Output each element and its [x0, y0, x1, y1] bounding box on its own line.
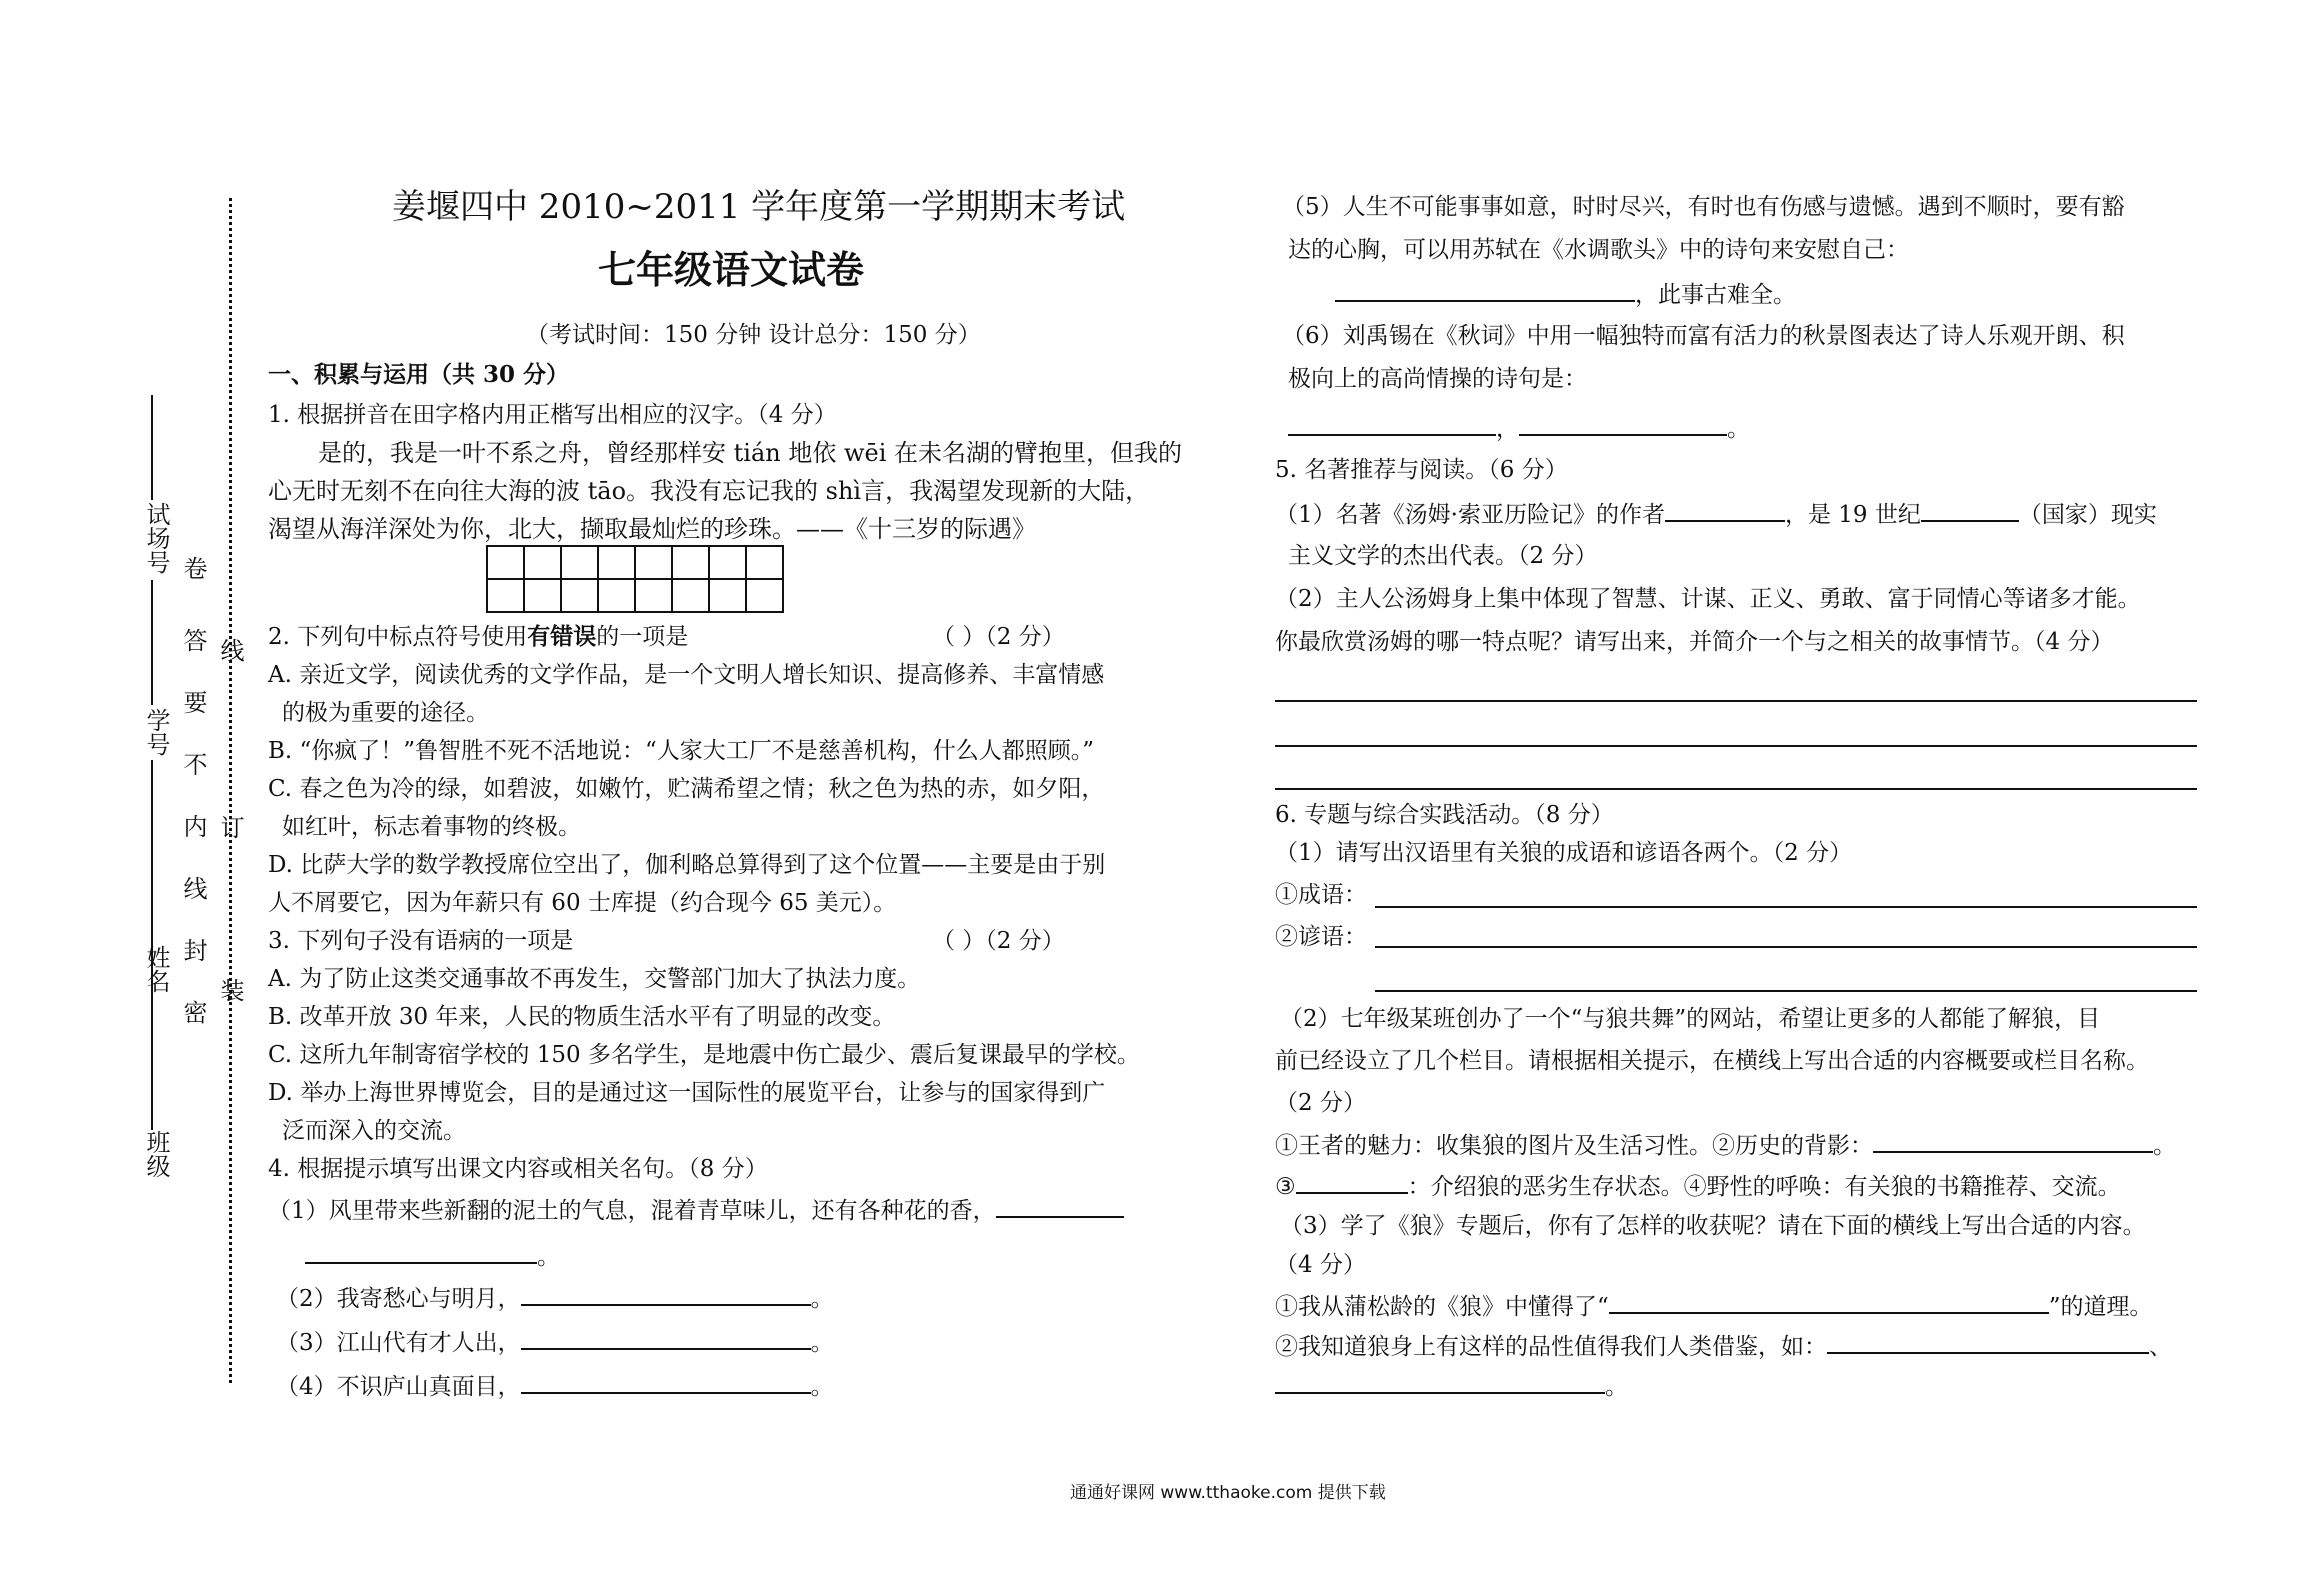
question-1: 1. 根据拼音在田字格内用正楷写出相应的汉字。（4 分） [268, 402, 837, 428]
q6-2-line-3: （2 分） [1275, 1090, 1366, 1116]
binding-name-label: 姓名 [142, 945, 170, 993]
q3-option-d-1: D. 举办上海世界博览会，目的是通过这一国际性的展览平台，让参与的国家得到广 [268, 1080, 1106, 1106]
q2-option-d-2: 人不屑要它，因为年薪只有 60 士库提（约合现今 65 美元）。 [268, 890, 897, 916]
q4-6-blank-b[interactable] [1519, 412, 1727, 436]
q4-1-blank-a[interactable] [996, 1194, 1124, 1218]
q6-2-line-4: ①王者的魅力：收集狼的图片及生活习性。②历史的背影： 。 [1275, 1129, 2176, 1161]
q4-2: （2）我寄愁心与明月， 。 [276, 1282, 834, 1314]
binding-dotted-line [229, 198, 232, 1383]
q5-2-line-1: （2）主人公汤姆身上集中体现了智慧、计谋、正义、勇敢、富于同情心等诸多才能。 [1275, 586, 2141, 612]
q2-option-c-2: 如红叶，标志着事物的终极。 [282, 814, 581, 840]
q6-2-line-2: 前已经设立了几个栏目。请根据相关提示，在横线上写出合适的内容概要或栏目名称。 [1275, 1048, 2149, 1074]
q5-answer-line-2[interactable] [1275, 745, 2197, 747]
seal-char-4: 内 [179, 814, 207, 838]
q4-5-line-1: （5）人生不可能事事如意，时时尽兴，有时也有伤感与遗憾。遇到不顺时，要有豁 [1282, 194, 2125, 220]
exam-info: （考试时间：150 分钟 设计总分：150 分） [526, 322, 981, 348]
question-3: 3. 下列句子没有语病的一项是 [268, 928, 574, 954]
seal-char-2: 封 [179, 938, 207, 962]
q5-1: （1）名著《汤姆·索亚历险记》的作者 ，是 19 世纪 （国家）现实 [1275, 498, 2157, 530]
paper-title: 七年级语文试卷 [598, 247, 865, 292]
q6-3-line-2: （4 分） [1275, 1252, 1366, 1278]
question-4: 4. 根据提示填写出课文内容或相关名句。（8 分） [268, 1156, 768, 1182]
character-grid[interactable] [486, 545, 784, 613]
q4-3: （3）江山代有才人出， 。 [276, 1326, 834, 1358]
binding-seat-blank[interactable] [151, 580, 153, 705]
q4-3-blank[interactable] [521, 1326, 811, 1350]
q4-6-line-2: 极向上的高尚情操的诗句是： [1288, 366, 1587, 392]
q1-passage-line-1: 是的，我是一叶不系之舟，曾经那样安 tián 地依 wēi 在未名湖的臂抱里，但我的 [318, 439, 1183, 467]
q4-6-line-3: ， 。 [1288, 412, 1750, 444]
section-1-heading: 一、积累与运用（共 30 分） [268, 361, 570, 388]
q4-4-blank[interactable] [521, 1370, 811, 1394]
q4-1-cont: 。 [305, 1240, 560, 1272]
binding-room-label: 试场号 [142, 502, 170, 574]
school-title: 姜堰四中 2010~2011 学年度第一学期期末考试 [392, 187, 1126, 227]
q2-option-d-1: D. 比萨大学的数学教授席位空出了，伽利略总算得到了这个位置——主要是由于别 [268, 852, 1106, 878]
q1-passage-line-2: 心无时无刻不在向往大海的波 tāo。我没有忘记我的 shì言，我渴望发现新的大陆， [268, 477, 1150, 505]
q4-4: （4）不识庐山真面目， 。 [276, 1370, 834, 1402]
q5-author-blank[interactable] [1665, 498, 1785, 522]
seal-char-8: 卷 [179, 556, 207, 580]
seal-char-5: 不 [179, 752, 207, 776]
q5-answer-line-1[interactable] [1275, 700, 2197, 702]
q6-2-column-blank[interactable] [1296, 1170, 1408, 1194]
q6-3-trait-blank-b[interactable] [1275, 1370, 1605, 1394]
q2-answer-slot[interactable]: （ ）（2 分） [932, 624, 1065, 650]
seal-char-7: 答 [179, 628, 207, 652]
q6-3-line-3: ①我从蒲松龄的《狼》中懂得了“ ”的道理。 [1275, 1290, 2153, 1322]
q4-1: （1）风里带来些新翻的泥土的气息，混着青草味儿，还有各种花的香， [268, 1194, 1124, 1226]
q4-5-line-3: ，此事古难全。 [1335, 278, 1796, 310]
q6-idiom-label: ①成语： [1275, 882, 1367, 908]
q3-option-b: B. 改革开放 30 年来，人民的物质生活水平有了明显的改变。 [268, 1004, 896, 1030]
binding-char-3: 线 [216, 638, 244, 662]
q4-6-blank-a[interactable] [1288, 412, 1496, 436]
seal-char-6: 要 [179, 690, 207, 714]
question-2: 2. 下列句中标点符号使用有错误的一项是 [268, 623, 689, 650]
q4-1-blank-b[interactable] [305, 1240, 537, 1264]
q2-option-c-1: C. 春之色为冷的绿，如碧波，如嫩竹，贮满希望之情；秋之色为热的赤，如夕阳， [268, 776, 1105, 802]
q6-3-line-1: （3）学了《狼》专题后，你有了怎样的收获呢？请在下面的横线上写出合适的内容。 [1280, 1213, 2146, 1239]
q4-6-line-1: （6）刘禹锡在《秋词》中用一幅独特而富有活力的秋景图表达了诗人乐观开朗、积 [1282, 323, 2125, 349]
binding-room-blank[interactable] [151, 395, 153, 500]
binding-name-blank[interactable] [151, 760, 153, 940]
q5-country-blank[interactable] [1921, 498, 2019, 522]
q5-1-cont: 主义文学的杰出代表。（2 分） [1288, 543, 1598, 569]
seal-char-1: 密 [179, 1000, 207, 1024]
q6-3-line-5: 。 [1275, 1370, 1628, 1402]
q5-2-line-2: 你最欣赏汤姆的哪一特点呢？请写出来，并简介一个与之相关的故事情节。（4 分） [1275, 629, 2114, 655]
q6-3-trait-blank-a[interactable] [1827, 1330, 2149, 1354]
q5-answer-line-3[interactable] [1275, 788, 2197, 790]
question-6: 6. 专题与综合实践活动。（8 分） [1275, 802, 1614, 828]
q6-3-lesson-blank[interactable] [1609, 1290, 2049, 1314]
q6-2-line-5: ③ ：介绍狼的恶劣生存状态。④野性的呼唤：有关狼的书籍推荐、交流。 [1275, 1170, 2121, 1202]
binding-char-2: 订 [216, 815, 244, 839]
q6-proverb-label: ②谚语： [1275, 924, 1367, 950]
binding-class-label: 班级 [142, 1130, 170, 1178]
q4-5-blank[interactable] [1335, 278, 1635, 302]
q4-5-line-2: 达的心胸，可以用苏轼在《水调歌头》中的诗句来安慰自己： [1288, 237, 1909, 263]
q3-option-c: C. 这所九年制寄宿学校的 150 多名学生，是地震中伤亡最少、震后复课最早的学校。 [268, 1042, 1140, 1068]
q3-option-a: A. 为了防止这类交通事故不再发生，交警部门加大了执法力度。 [268, 966, 921, 992]
q3-answer-slot[interactable]: （ ）（2 分） [932, 928, 1065, 954]
q2-option-a-1: A. 亲近文学，阅读优秀的文学作品，是一个文明人增长知识、提高修养、丰富情感 [268, 662, 1105, 688]
q6-2-line-1: （2）七年级某班创办了一个“与狼共舞”的网站，希望让更多的人都能了解狼，目 [1280, 1006, 2101, 1032]
binding-char-1: 装 [216, 978, 244, 1002]
q4-2-blank[interactable] [521, 1282, 811, 1306]
q6-proverb-line-1[interactable] [1375, 946, 2197, 948]
q6-2-history-blank[interactable] [1873, 1129, 2153, 1153]
q1-passage-line-3: 渴望从海洋深处为你，北大，撷取最灿烂的珍珠。——《十三岁的际遇》 [268, 515, 1036, 543]
footer-credit: 通通好课网 www.tthaoke.com 提供下载 [1070, 1483, 1386, 1503]
q2-option-a-2: 的极为重要的途径。 [282, 700, 489, 726]
q6-3-line-4: ②我知道狼身上有这样的品性值得我们人类借鉴，如： 、 [1275, 1330, 2172, 1362]
question-5: 5. 名著推荐与阅读。（6 分） [1275, 457, 1568, 483]
q2-option-b: B. “你疯了！”鲁智胜不死不活地说：“人家大工厂不是慈善机构，什么人都照顾。” [268, 738, 1095, 764]
q6-1: （1）请写出汉语里有关狼的成语和谚语各两个。（2 分） [1275, 840, 1853, 866]
q6-proverb-line-2[interactable] [1375, 990, 2197, 992]
seal-char-3: 线 [179, 876, 207, 900]
binding-seat-label: 学号 [142, 708, 170, 756]
q3-option-d-2: 泛而深入的交流。 [282, 1118, 466, 1144]
q6-idiom-line[interactable] [1375, 906, 2197, 908]
